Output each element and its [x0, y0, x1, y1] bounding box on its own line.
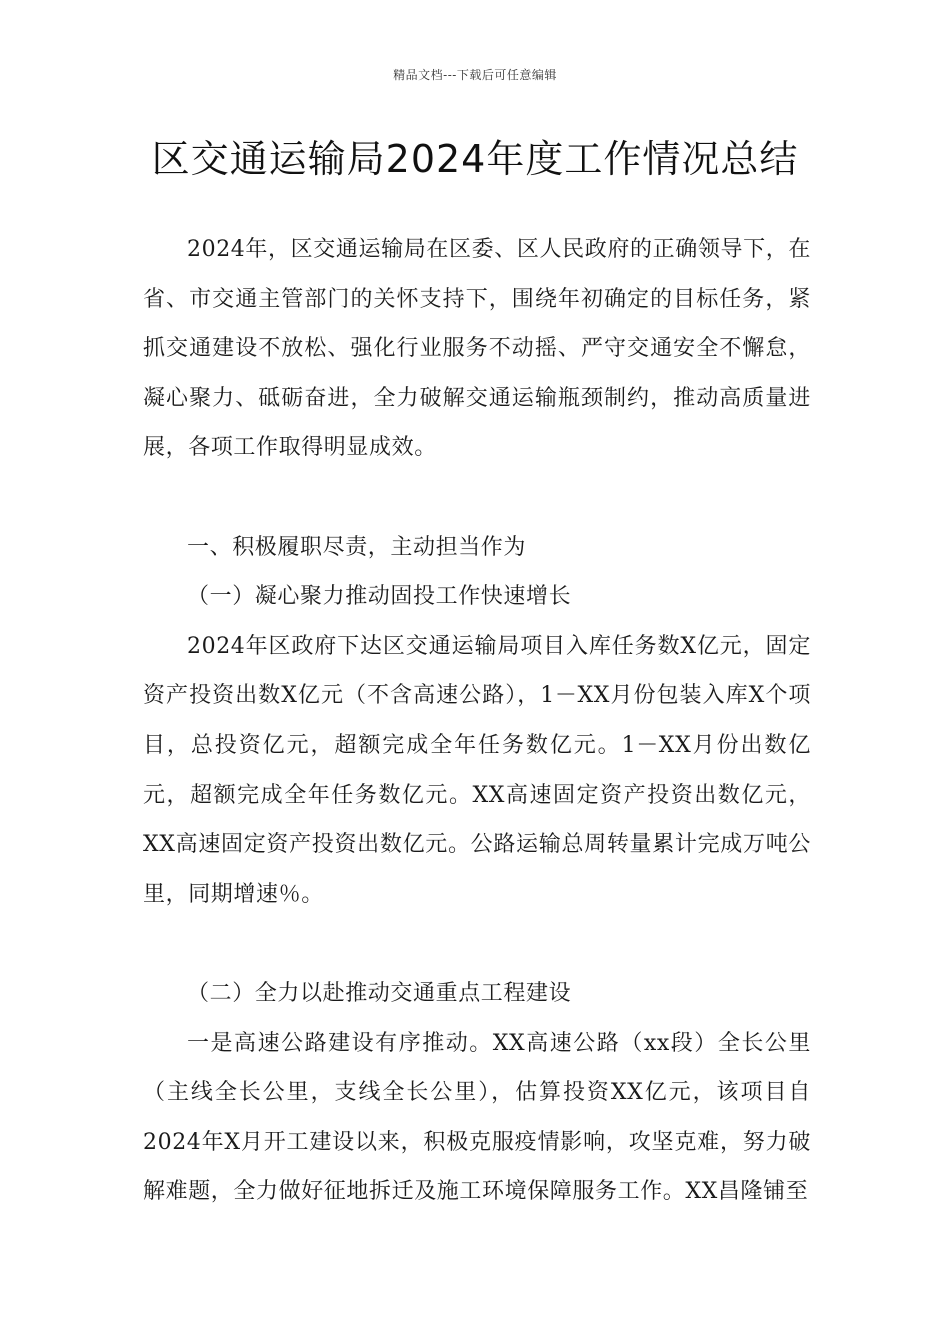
header-note: 精品文档---下载后可任意编辑: [393, 68, 557, 82]
subsection-2-paragraph: 一是高速公路建设有序推动。XX高速公路（xx段）全长公里（主线全长公里，支线全长公里），估算投资XX亿元，该项目自2024年X月开工建设以来，积极克服疫情影响，攻坚克难，努力破解难题，全力做好征地拆迁及施工环境保障服务工作。XX昌隆铺至: [143, 1030, 811, 1205]
subsection-2-heading: （二）全力以赴推动交通重点工程建设: [187, 980, 572, 1006]
document-title: 区交通运输局2024年度工作情况总结: [151, 137, 799, 181]
document-body: [143, 225, 811, 1217]
intro-paragraph: 2024年，区交通运输局在区委、区人民政府的正确领导下，在省、市交通主管部门的关怀支持下，围绕年初确定的目标任务，紧抓交通建设不放松、强化行业服务不动摇、严守交通安全不懈怠，凝心聚力、砥砺奋进，全力破解交通运输瓶颈制约，推动高质量进展，各项工作取得明显成效。: [143, 237, 811, 461]
section-1-heading: 一、积极履职尽责，主动担当作为: [187, 534, 527, 560]
paragraph-gap: [143, 473, 811, 523]
subsection-1-heading: （一）凝心聚力推动固投工作快速增长: [187, 584, 572, 610]
paragraph-gap: [143, 919, 811, 969]
subsection-1-paragraph: 2024年区政府下达区交通运输局项目入库任务数X亿元，固定资产投资出数X亿元（不含高速公路），1－XX月份包装入库X个项目，总投资亿元，超额完成全年任务数亿元。1－XX月份出数亿元，超额完成全年任务数亿元。XX高速固定资产投资出数亿元，XX高速固定资产投资出数亿元。公路运输总周转量累计完成万吨公里，同期增速％。: [143, 633, 811, 907]
